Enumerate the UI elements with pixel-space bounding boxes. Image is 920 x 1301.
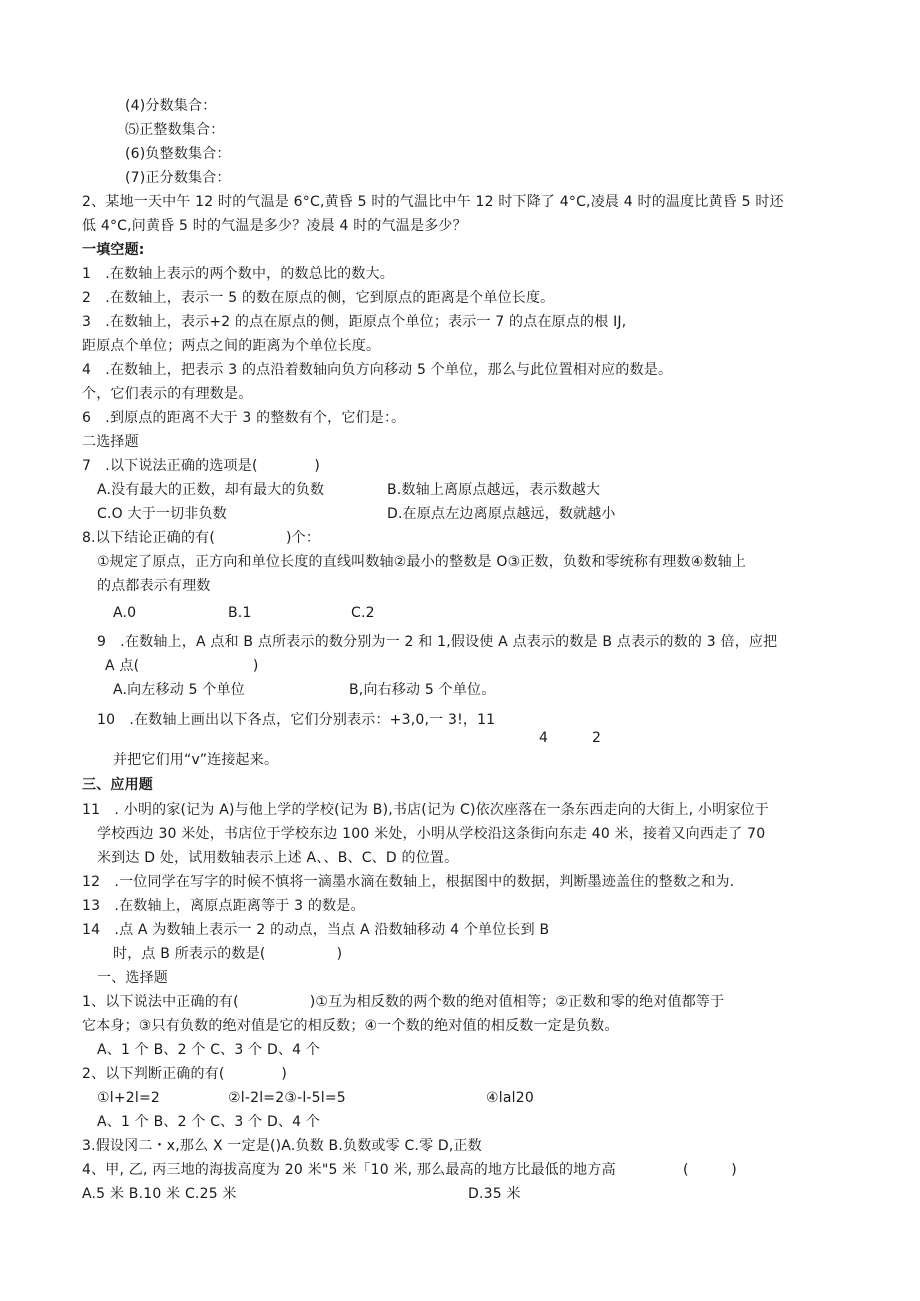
choice-question-7-option-c: C.O 大于一切非负数: [97, 506, 227, 522]
temperature-question-line2: 低 4°C,问黄昏 5 时的气温是多少？凌晨 4 时的气温是多少？: [82, 218, 467, 234]
application-question-14-line1: 14 .点 A 为数轴上表示一 2 的动点，当点 A 沿数轴移动 4 个单位长到 B: [82, 922, 550, 938]
choice-question-7-option-d: D.在原点左边离原点越远，数就越小: [387, 506, 616, 522]
choice-question-10-denominator-2: 2: [592, 730, 602, 746]
abs-question-3: 3.假设冈二・x,那么 X 一定是()A.负数 B.负数或零 C.零 D,正数: [82, 1138, 482, 1154]
abs-section-title: 一、选择题: [97, 970, 168, 986]
choice-question-9-line1: 9 .在数轴上，A 点和 B 点所表示的数分别为一 2 和 1,假设使 A 点表示的数是 B 点表示的数的 3 倍，应把: [97, 634, 778, 650]
fill-question-4: 4 .在数轴上，把表示 3 的点沿着数轴向负方向移动 5 个单位，那么与此位置相对应的数是。: [82, 362, 673, 378]
choice-question-9-line2: A 点( ): [105, 658, 259, 674]
fill-question-6: 6 .到原点的距离不大于 3 的整数有个，它们是：。: [82, 410, 406, 426]
fill-question-3-line2: 距原点个单位；两点之间的距离为个单位长度。: [82, 338, 381, 354]
fill-section-title: 一填空题:: [82, 242, 145, 258]
fill-question-2: 2 .在数轴上，表示一 5 的数在原点的侧，它到原点的距离是个单位长度。: [82, 290, 555, 306]
abs-question-4-option-d: D.35 米: [468, 1186, 521, 1202]
choice-question-10-line2: 并把它们用“v”连接起来。: [113, 752, 279, 768]
fill-question-3-line1: 3 .在数轴上，表示+2 的点在原点的侧，距原点个单位；表示一 7 的点在原点的根 IJ,: [82, 314, 627, 330]
set-item-negative-integer: (6)负整数集合：: [125, 146, 231, 162]
application-question-11-line1: 11 . 小明的家(记为 A)与他上学的学校(记为 B),书店(记为 C)依次座落在一条东西走向的大街上, 小明家位于: [82, 802, 769, 818]
choice-question-9-option-b: B,向右移动 5 个单位。: [349, 682, 496, 698]
abs-question-4-answer-paren: ( ): [683, 1162, 737, 1178]
fill-question-1: 1 .在数轴上表示的两个数中，的数总比的数大。: [82, 266, 394, 282]
choice-question-8-body-line2: 的点都表示有理数: [97, 578, 211, 594]
abs-question-1-line1: 1、以下说法中正确的有( )①互为相反数的两个数的绝对值相等；②正数和零的绝对值都等于: [82, 994, 725, 1010]
abs-question-2-options: A、1 个 B、2 个 C、3 个 D、4 个: [97, 1114, 321, 1130]
set-item-positive-integer: ⑸正整数集合：: [125, 122, 225, 138]
application-question-13: 13 .在数轴上，离原点距离等于 3 的数是。: [82, 898, 365, 914]
abs-question-1-options: A、1 个 B、2 个 C、3 个 D、4 个: [97, 1042, 321, 1058]
choice-section-title: 二选择题: [82, 434, 139, 450]
choice-question-10-denominator-4: 4: [539, 730, 549, 746]
choice-question-8-option-a: A.0: [113, 605, 137, 621]
choice-question-8-body-line1: ①规定了原点，正方向和单位长度的直线叫数轴②最小的整数是 O③正数，负数和零统称有理数④数轴上: [97, 554, 747, 570]
application-question-12: 12 .一位同学在写字的时候不慎将一滴墨水滴在数轴上，根据图中的数据，判断墨迹盖住的整数之和为.: [82, 874, 735, 890]
application-question-11-line2: 学校西边 30 米处，书店位于学校东边 100 米处，小明从学校沿这条街向东走 40 米，接着又向西走了 70: [97, 826, 766, 842]
abs-question-2-stem: 2、以下判断正确的有( ): [82, 1066, 288, 1082]
abs-question-2-item3: ④lal20: [486, 1090, 534, 1106]
choice-question-8-option-b: B.1: [228, 605, 252, 621]
fill-question-5-fragment: 个，它们表示的有理数是。: [82, 386, 253, 402]
abs-question-4-stem: 4、甲, 乙, 丙三地的海拔高度为 20 米"5 米「10 米, 那么最高的地方比最低的地方高: [82, 1162, 616, 1178]
choice-question-9-option-a: A.向左移动 5 个单位: [113, 682, 245, 698]
abs-question-4-options-abc: A.5 米 B.10 米 C.25 米: [82, 1186, 237, 1202]
application-question-14-line2: 时，点 B 所表示的数是( ): [113, 946, 343, 962]
choice-question-7-option-a: A.没有最大的正数，却有最大的负数: [97, 482, 325, 498]
choice-question-10-line1: 10 .在数轴上画出以下各点，它们分别表示：+3,0,一 3!，11: [97, 712, 496, 728]
choice-question-8-stem: 8.以下结论正确的有( )个：: [82, 530, 321, 546]
application-section-title: 三、应用题: [82, 777, 153, 793]
set-item-positive-fraction: (7)正分数集合：: [125, 170, 231, 186]
choice-question-7-option-b: B.数轴上离原点越远，表示数越大: [387, 482, 601, 498]
application-question-11-line3: 米到达 D 处，试用数轴表示上述 A、、B、C、D 的位置。: [97, 850, 459, 866]
set-item-fraction: (4)分数集合：: [125, 98, 217, 114]
choice-question-7-stem: 7 .以下说法正确的选项是( ): [82, 458, 321, 474]
abs-question-1-line2: 它本身；③只有负数的绝对值是它的相反数；④一个数的绝对值的相反数一定是负数。: [82, 1018, 619, 1034]
abs-question-2-item2: ②l-2l=2③-l-5l=5: [228, 1090, 346, 1106]
choice-question-8-option-c: C.2: [351, 605, 375, 621]
temperature-question-line1: 2、某地一天中午 12 时的气温是 6°C,黄昏 5 时的气温比中午 12 时下降了 4°C,凌晨 4 时的温度比黄昏 5 时还: [82, 194, 784, 210]
abs-question-2-item1: ①l+2l=2: [97, 1090, 161, 1106]
